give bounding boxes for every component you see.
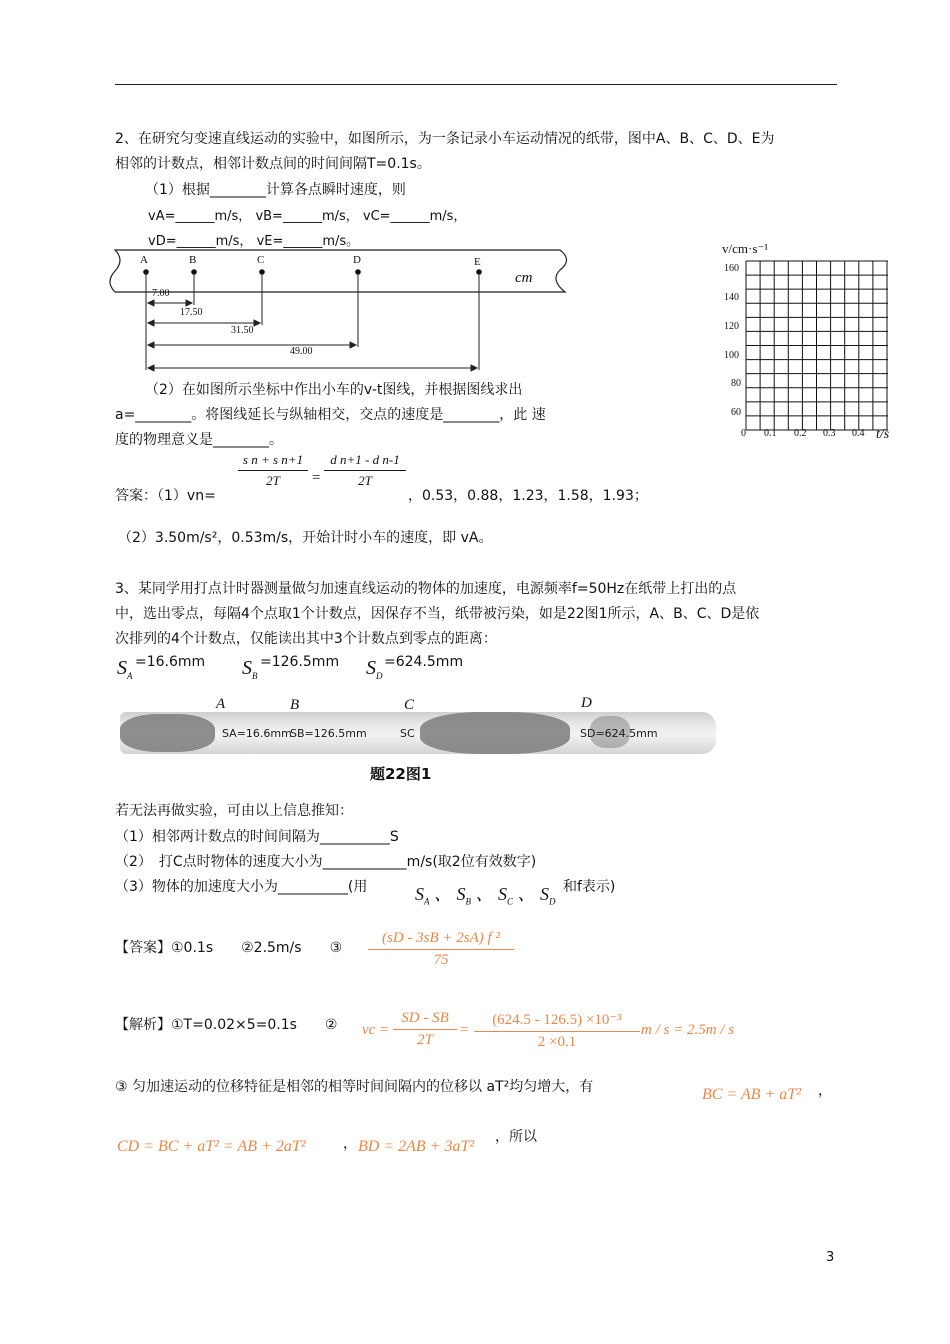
frac1-num: s n + s n+1 <box>238 452 308 471</box>
sym-sa: $S_A$ <box>117 657 133 681</box>
q3-sub1: （1）相邻两计数点的时间间隔为__________S <box>115 829 399 845</box>
answer-fraction-1 <box>238 452 308 489</box>
q2-answer-2: （2）3.50m/s²，0.53m/s，开始计时小车的速度，即 vA。 <box>118 530 493 546</box>
photo-label-b: B <box>290 697 300 713</box>
ytick-120: 120 <box>724 321 739 332</box>
q3-sub2: （2） 打C点时物体的速度大小为____________m/s(取2位有效数字) <box>115 854 537 870</box>
comma-1: ， <box>818 1083 832 1099</box>
paper-tape-diagram <box>105 245 575 375</box>
sa-value: =16.6mm <box>135 654 206 670</box>
photo-mark-sd: SD=624.5mm <box>580 727 658 740</box>
sd-value: =624.5mm <box>384 654 464 670</box>
ytick-80: 80 <box>731 378 741 389</box>
ytick-100: 100 <box>724 350 739 361</box>
q2-part2-line2: a=________。将图线延长与纵轴相交，交点的速度是________，此 速 <box>115 407 546 423</box>
q2-line1: 2、在研究匀变速直线运动的实验中，如图所示，为一条记录小车运动情况的纸带，图中A、B、C、D、E为 <box>115 131 775 147</box>
xtick-0: 0 <box>741 428 746 439</box>
xtick-0-4: 0.4 <box>852 428 865 439</box>
tape-dot-b <box>191 269 197 275</box>
xtick-0-3: 0.3 <box>823 428 836 439</box>
explain-equals: = <box>460 1022 469 1038</box>
ytick-60: 60 <box>731 407 741 418</box>
tape-dot-e <box>476 269 482 275</box>
answer-fraction-2 <box>324 452 406 489</box>
eq-bd: BD = 2AB + 3aT² <box>358 1138 475 1155</box>
q2-line2: 相邻的计数点，相邻计数点间的时间间隔T=0.1s。 <box>115 156 431 172</box>
q3-line1: 3、某同学用打点计时器测量做匀加速直线运动的物体的加速度，电源频率f=50Hz在纸带上打出的点 <box>115 581 737 597</box>
frac2-den: 2T <box>358 473 372 488</box>
answer-accel-fraction <box>368 930 514 969</box>
vd-blank: vD=______m/s， <box>148 234 253 249</box>
graph-xlabel: t/s <box>876 427 890 442</box>
q2-part1: （1）根据________计算各点瞬时速度，则 <box>145 182 406 198</box>
sym-sd: $S_D$ <box>366 657 383 681</box>
paper-tape <box>110 250 567 292</box>
sym-sb: $S_B$ <box>242 657 258 681</box>
dist-ab: 7.00 <box>152 288 170 299</box>
explain-frac-2 <box>474 1010 640 1051</box>
q3-line2: 中，选出零点，每隔4个点取1个计数点，因保存不当，纸带被污染，如是22图1所示，A、B、C、D是依 <box>115 606 760 622</box>
frac1-den: 2T <box>266 473 280 488</box>
suoyi-text: ，所以 <box>495 1129 537 1145</box>
q3-sub3: （3）物体的加速度大小为__________(用 <box>115 879 368 895</box>
dist-ae: 49.00 <box>290 346 313 357</box>
tape-label-e: E <box>474 256 481 268</box>
photo-mark-sb: SB=126.5mm <box>290 727 367 740</box>
page-number: 3 <box>826 1250 835 1265</box>
graph-ylabel: v/cm·s⁻¹ <box>722 241 769 256</box>
q3-answer-label: 【答案】①0.1s ②2.5m/s ③ <box>115 940 343 956</box>
xtick-0-1: 0.1 <box>764 428 777 439</box>
accel-frac-num: (sD - 3sB + 2sA) f ² <box>368 930 514 950</box>
va-blank: vA=______m/s， <box>148 209 252 224</box>
q3-sub3-tail: 和f表示) <box>563 879 616 895</box>
photo-label-d: D <box>581 695 592 711</box>
q3-infer: 若无法再做实验，可由以上信息推知： <box>115 803 353 819</box>
q3-explain-3: ③ 匀加速运动的位移特征是相邻的相等时间间隔内的位移以 aT²均匀增大，有 <box>115 1079 594 1095</box>
equals-sign: = <box>312 470 321 486</box>
q3-line3: 次排列的4个计数点，仅能读出其中3个计数点到零点的距离： <box>115 631 497 647</box>
eq-cd: CD = BC + aT² = AB + 2aT² <box>117 1138 306 1155</box>
tape-label-a: A <box>140 254 148 266</box>
header-rule <box>115 84 837 85</box>
vc-symbol: vc = <box>362 1022 390 1038</box>
expl-frac1-num: SD - SB <box>393 1010 457 1030</box>
photo-mark-sc: SC <box>400 727 415 740</box>
photo-caption: 题22图1 <box>370 765 432 783</box>
tape-dot-c <box>259 269 265 275</box>
explain-frac-1 <box>393 1010 457 1049</box>
comma-2: ， <box>343 1136 357 1152</box>
tape-unit: cm <box>515 270 533 286</box>
eq-bc: BC = AB + aT² <box>702 1086 801 1103</box>
q2-answer-label: 答案：（1）vn= <box>115 488 216 504</box>
expl-frac1-den: 2T <box>417 1032 433 1048</box>
velocity-row-1 <box>148 205 466 224</box>
photo-label-a: A <box>216 696 226 712</box>
explain-result: m / s = 2.5m / s <box>641 1022 735 1038</box>
vc-blank: vC=______m/s， <box>362 209 467 224</box>
sb-value: =126.5mm <box>260 654 340 670</box>
tape-label-b: B <box>189 254 197 266</box>
vt-grid <box>745 260 890 435</box>
expl-frac2-num: (624.5 - 126.5) ×10⁻³ <box>474 1010 640 1032</box>
photo-mark-sa: SA=16.6mm <box>222 727 292 740</box>
accel-frac-den: 75 <box>433 952 449 968</box>
tape-label-d: D <box>353 254 361 266</box>
q2-answer-values: ，0.53，0.88，1.23，1.58，1.93； <box>408 488 648 504</box>
dist-ad: 31.50 <box>231 325 254 336</box>
photo-label-c: C <box>404 697 415 713</box>
dist-ac: 17.50 <box>180 307 203 318</box>
ve-blank: vE=______m/s。 <box>256 234 360 249</box>
q2-part2-line1: （2）在如图所示坐标中作出小车的v-t图线，并根据图线求出 <box>145 382 523 398</box>
tape-label-c: C <box>257 254 265 266</box>
ytick-160: 160 <box>724 263 739 274</box>
tape-dot-d <box>355 269 361 275</box>
sym-list: $S_A$ 、 $S_B$ 、 $S_C$ 、 $S_D$ <box>415 884 556 907</box>
ytick-140: 140 <box>724 292 739 303</box>
vb-blank: vB=______m/s， <box>255 209 359 224</box>
xtick-0-2: 0.2 <box>794 428 807 439</box>
stain-2 <box>420 712 570 754</box>
stain-1 <box>120 714 215 752</box>
q2-part2-line3: 度的物理意义是________。 <box>115 432 283 448</box>
q3-explain-label: 【解析】①T=0.02×5=0.1s ② <box>115 1017 338 1033</box>
expl-frac2-den: 2 ×0.1 <box>537 1034 577 1050</box>
frac2-num: d n+1 - d n-1 <box>324 452 406 471</box>
